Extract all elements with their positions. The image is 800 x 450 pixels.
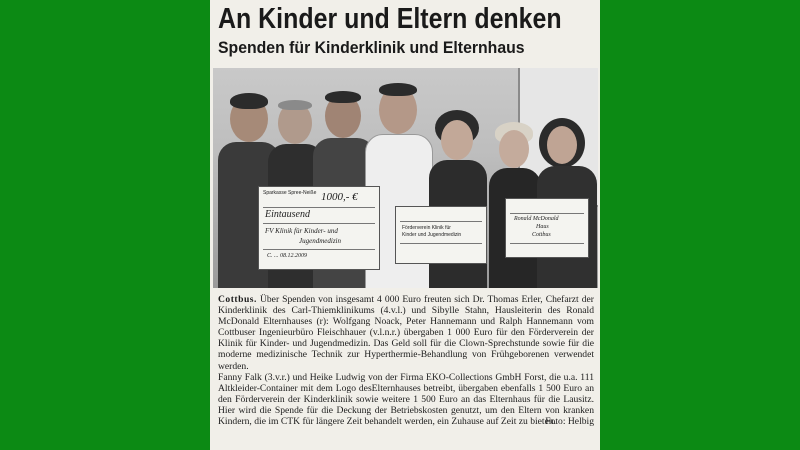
subheadline: Spenden für Kinderklinik und Elternhaus bbox=[218, 38, 525, 57]
check-line bbox=[510, 213, 584, 214]
person-head bbox=[547, 126, 577, 164]
person-hair bbox=[230, 93, 268, 109]
check-recipient-line2: Kinder und Jugendmedizin bbox=[402, 232, 462, 238]
check-recipient-line3: Cottbus bbox=[532, 232, 551, 238]
check-recipient-line1: Ronald McDonald bbox=[514, 216, 559, 222]
check-date-line: C. ... 08.12.2009 bbox=[267, 253, 308, 259]
person-hair bbox=[325, 91, 361, 103]
person-head bbox=[499, 130, 529, 168]
check-line bbox=[400, 243, 482, 244]
person-hair bbox=[379, 83, 417, 96]
caption-text-2: Fanny Falk (3.v.r.) und Heike Ludwig von der Firma EKO-Collections GmbH Forst, die u.a. 111 Altkleider-Container mit dem Logo desElternhauses betreibt, übergaben ebenfalls 1 500 Euro an den Förderverein der Kinderklinik sowie weitere 1 500 Euro an das Elternhaus für die Lausitz. Hier wird die Spende für die Deckung der Betriebskosten genutzt, um den Eltern von kranken Kindern, die im CTK für längere Zeit behandelt werden, ein Zuhause auf Zeit zu bieten. bbox=[218, 371, 594, 428]
headline: An Kinder und Eltern denken bbox=[218, 3, 562, 35]
check-line bbox=[263, 223, 375, 224]
check-recipient-line1: FV Klinik für Kinder- und bbox=[265, 227, 338, 235]
check-bank-name: Sparkasse Spree-Neiße bbox=[263, 190, 317, 196]
check-line bbox=[263, 207, 375, 208]
caption-paragraph-1 bbox=[218, 294, 594, 372]
person-head bbox=[441, 120, 473, 160]
donation-check-large bbox=[258, 186, 380, 270]
check-recipient-line1: Förderverein Klinik für bbox=[402, 225, 451, 231]
donation-check-middle bbox=[395, 206, 487, 264]
check-amount-words: Eintausend bbox=[265, 209, 310, 220]
photo-caption bbox=[218, 294, 594, 427]
photo-credit: Foto: Helbig bbox=[545, 416, 594, 428]
check-amount: 1000,- € bbox=[321, 191, 358, 203]
person-hair bbox=[278, 100, 312, 110]
check-recipient-line2: Jugendmedizin bbox=[299, 237, 341, 245]
check-line bbox=[510, 243, 584, 244]
caption-text-1: Über Spenden von insgesamt 4 000 Euro freuten sich Dr. Thomas Erler, Chefarzt der Kinderklinik des Carl-Thiemklinikums (4.v.l.) und Sibylle Stahn, Hausleiterin des Ronald McDonald Elternhauses (r): Wolfgang Noack, Peter Hannemann und Ralph Hannemann vom Cottbuser Ingenieurbüro Fleischhauer (v.l.n.r.) übergaben 1 000 Euro für den Förderverein der Klinik für Kinder- und Jugendmedizin. Das Geld soll für die Clown-Sprechstunde sowie für die moderne medizinische Technik zur Hyperthermie-Behandlung von Frühgeborenen verwendet werden. bbox=[218, 294, 594, 372]
check-line bbox=[400, 221, 482, 222]
donation-check-right bbox=[505, 198, 589, 258]
check-recipient-line2: Haus bbox=[536, 224, 549, 230]
caption-paragraph-2 bbox=[218, 372, 594, 427]
check-line bbox=[263, 249, 375, 250]
caption-dateline: Cottbus. bbox=[218, 294, 257, 305]
group-photo bbox=[213, 68, 598, 288]
newspaper-clipping bbox=[210, 0, 600, 450]
